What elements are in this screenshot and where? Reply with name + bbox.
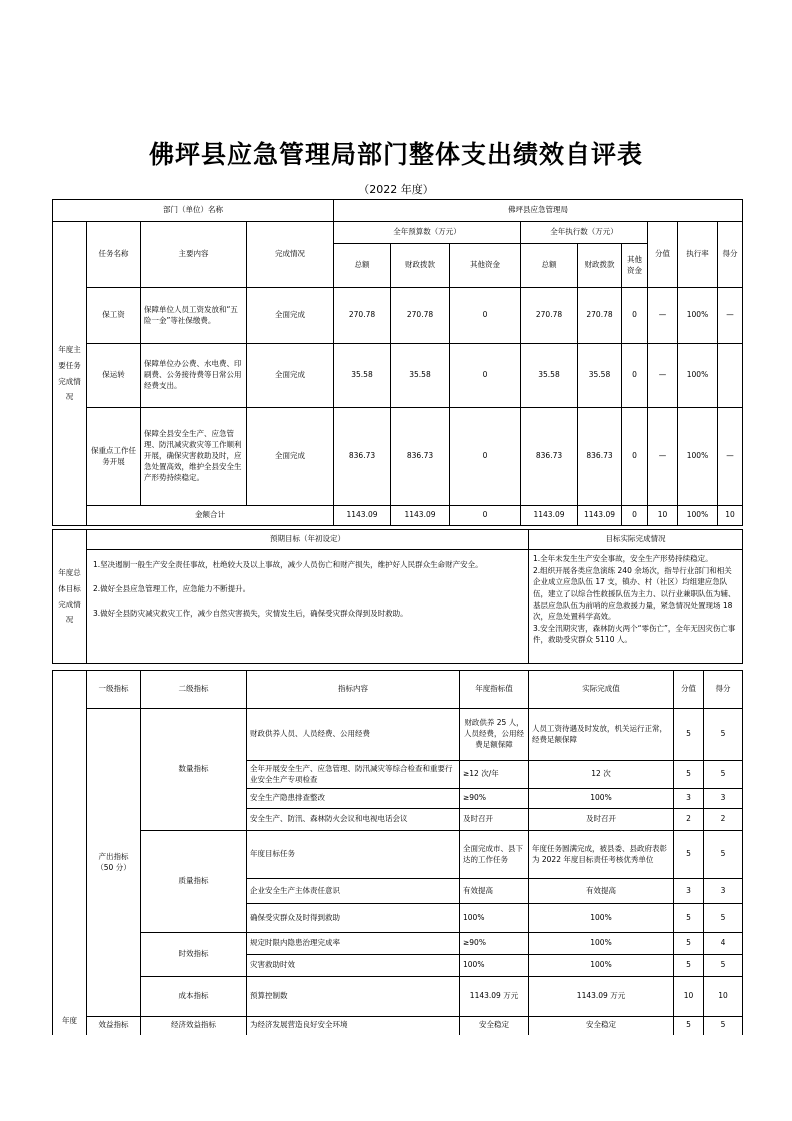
- task-other: 0: [450, 408, 521, 506]
- output-label: 产出指标: [98, 851, 129, 861]
- sum-other: 0: [450, 506, 521, 526]
- indicator-actual: 12 次: [529, 761, 674, 789]
- task-exec-fiscal: 270.78: [578, 288, 622, 344]
- indicator-actual: 1143.09 万元: [529, 977, 674, 1017]
- indicator-target: 有效提高: [460, 879, 529, 904]
- indicator-score: 3: [704, 789, 743, 809]
- col-target: 年度指标值: [460, 671, 529, 709]
- col-fiscal: 财政拨款: [391, 244, 450, 288]
- indicator-score: 5: [704, 904, 743, 933]
- indicator-content: 安全生产隐患排查整改: [247, 789, 460, 809]
- task-rate: 100%: [678, 408, 718, 506]
- actual-goals: [529, 550, 743, 664]
- group-cost: 成本指标: [141, 977, 247, 1017]
- benefit-indicator: 效益指标: [87, 1017, 141, 1035]
- col-score: 得分: [718, 222, 743, 288]
- indicator-target: ≥90%: [460, 789, 529, 809]
- table-row: [53, 288, 743, 344]
- indicator-actual: 100%: [529, 904, 674, 933]
- task-fiscal: 270.78: [391, 288, 450, 344]
- expected-header: 预期目标（年初设定）: [87, 530, 529, 550]
- indicator-weight: 3: [674, 789, 704, 809]
- goal-table: [52, 529, 743, 664]
- indicator-score: 4: [704, 933, 743, 955]
- sum-weight: 10: [648, 506, 678, 526]
- table-row: [53, 831, 743, 879]
- task-exec-total: 35.58: [521, 344, 578, 408]
- indicator-actual: 年度任务圆满完成，被县委、县政府表彰为 2022 年度目标责任考核优秀单位: [529, 831, 674, 879]
- indicator-content: 企业安全生产主体责任意识: [247, 879, 460, 904]
- task-name: 保重点工作任务开展: [87, 408, 141, 506]
- actual-header: 目标实际完成情况: [529, 530, 743, 550]
- indicator-score: 5: [704, 955, 743, 977]
- sum-exec-other: 0: [622, 506, 648, 526]
- page-title: 佛坪县应急管理局部门整体支出绩效自评表: [148, 140, 643, 169]
- table-row: [53, 977, 743, 1017]
- col-exec-group: 全年执行数（万元）: [521, 222, 648, 244]
- indicator-weight: 5: [674, 955, 704, 977]
- indicator-score: 5: [704, 1017, 743, 1035]
- actual-goal-item: 2.组织开展各类应急演练 240 余场次，指导行业部门和相关企业成立应急队伍 17 支，镇办、村（社区）均组建应急队伍，建立了以综合性救援队伍为主力、以行业兼职队伍为辅、基层应急队伍为前哨的应急救援力量，紧急情况处置现场 18 次，应急处置科学高效。: [533, 565, 736, 622]
- indicator-score: 10: [704, 977, 743, 1017]
- output-score: （50 分）: [96, 862, 131, 872]
- task-exec-fiscal: 836.73: [578, 408, 622, 506]
- table-row: [53, 933, 743, 955]
- col-total: 总额: [334, 244, 391, 288]
- indicator-score: 5: [704, 709, 743, 761]
- task-exec-other: 0: [622, 344, 648, 408]
- indicator-weight: 10: [674, 977, 704, 1017]
- benefit-economic: 经济效益指标: [141, 1017, 247, 1035]
- task-other: 0: [450, 344, 521, 408]
- table-row: [53, 408, 743, 506]
- task-score: —: [718, 408, 743, 506]
- indicator-table: [52, 670, 743, 1035]
- col-weight: 分值: [674, 671, 704, 709]
- col-content: 指标内容: [247, 671, 460, 709]
- task-content: 保障全县安全生产、应急管理、防汛减灾救灾等工作顺利开展，确保灾害救助及时，应急处置高效，维护全县安全生产形势持续稳定。: [141, 408, 247, 506]
- goal-side-label: 年度总体目标完成情况: [53, 530, 87, 664]
- indicator-target: 全面完成市、县下达的工作任务: [460, 831, 529, 879]
- indicator-weight: 3: [674, 879, 704, 904]
- col-other: 其他资金: [450, 244, 521, 288]
- task-name: 保运转: [87, 344, 141, 408]
- sum-total: 1143.09: [334, 506, 391, 526]
- indicator-target: ≥90%: [460, 933, 529, 955]
- task-completion: 全面完成: [247, 408, 334, 506]
- indicator-actual: 100%: [529, 789, 674, 809]
- col-score: 得分: [704, 671, 743, 709]
- actual-goal-item: 3.安全汛期灾害，森林防火两个“零伤亡”，全年无因灾伤亡事件，救助受灾群众 5110 人。: [533, 623, 736, 645]
- indicator-weight: 5: [674, 761, 704, 789]
- task-rate: 100%: [678, 344, 718, 408]
- sum-row: [53, 506, 743, 526]
- task-exec-fiscal: 35.58: [578, 344, 622, 408]
- task-score: [718, 344, 743, 408]
- indicator-content: 全年开展安全生产、应急管理、防汛减灾等综合检查和重要行业安全生产专项检查: [247, 761, 460, 789]
- task-side-label: 年度主要任务完成情况: [53, 222, 87, 526]
- indicator-side-label: 年度: [53, 671, 87, 1035]
- output-indicator: [87, 709, 141, 1017]
- sum-label: 金额合计: [87, 506, 334, 526]
- sum-score: 10: [718, 506, 743, 526]
- sum-exec-fiscal: 1143.09: [578, 506, 622, 526]
- indicator-target: 及时召开: [460, 809, 529, 831]
- indicator-weight: 5: [674, 831, 704, 879]
- indicator-content: 预算控制数: [247, 977, 460, 1017]
- expected-goal-item: 2.做好全县应急管理工作，应急能力不断提升。: [93, 584, 251, 594]
- indicator-actual: 有效提高: [529, 879, 674, 904]
- col-completion: 完成情况: [247, 222, 334, 288]
- sum-fiscal: 1143.09: [391, 506, 450, 526]
- task-content: 保障单位人员工资发放和“五险一金”等社保缴费。: [141, 288, 247, 344]
- task-score: —: [718, 288, 743, 344]
- page-subtitle: （2022 年度）: [358, 183, 434, 196]
- indicator-weight: 5: [674, 933, 704, 955]
- expected-goal-item: 3.做好全县防灾减灾救灾工作，减少自然灾害损失，灾情发生后，确保受灾群众得到及时救助。: [93, 608, 408, 618]
- task-rate: 100%: [678, 288, 718, 344]
- task-content: 保障单位办公费、水电费、印刷费、公务接待费等日常公用经费支出。: [141, 344, 247, 408]
- indicator-actual: 安全稳定: [529, 1017, 674, 1035]
- group-quality: 质量指标: [141, 831, 247, 933]
- indicator-target: 100%: [460, 955, 529, 977]
- dept-label: 部门（单位）名称: [53, 200, 334, 222]
- expected-goal-item: 1.坚决遏制一般生产安全责任事故，杜绝较大及以上事故，减少人员伤亡和财产损失，维护好人民群众生命财产安全。: [93, 560, 483, 569]
- task-weight: —: [648, 344, 678, 408]
- task-completion: 全面完成: [247, 288, 334, 344]
- indicator-content: 财政供养人员、人员经费、公用经费: [247, 709, 460, 761]
- task-table: [52, 199, 743, 526]
- indicator-actual: 100%: [529, 933, 674, 955]
- indicator-content: 年度目标任务: [247, 831, 460, 879]
- table-row: [53, 1017, 743, 1035]
- indicator-content: 灾害救助时效: [247, 955, 460, 977]
- indicator-actual: 100%: [529, 955, 674, 977]
- task-name: 保工资: [87, 288, 141, 344]
- group-quantity: 数量指标: [141, 709, 247, 831]
- task-fiscal: 836.73: [391, 408, 450, 506]
- col-l2: 二级指标: [141, 671, 247, 709]
- task-other: 0: [450, 288, 521, 344]
- task-exec-total: 270.78: [521, 288, 578, 344]
- indicator-weight: 5: [674, 1017, 704, 1035]
- task-total: 270.78: [334, 288, 391, 344]
- sum-exec-total: 1143.09: [521, 506, 578, 526]
- table-row: [53, 709, 743, 761]
- indicator-weight: 2: [674, 809, 704, 831]
- col-score-weight: 分值: [648, 222, 678, 288]
- indicator-actual: 及时召开: [529, 809, 674, 831]
- col-budget-group: 全年预算数（万元）: [334, 222, 521, 244]
- col-exec-rate: 执行率: [678, 222, 718, 288]
- task-weight: —: [648, 408, 678, 506]
- indicator-content: 规定时限内隐患治理完成率: [247, 933, 460, 955]
- col-l1: 一级指标: [87, 671, 141, 709]
- col-exec-total: 总额: [521, 244, 578, 288]
- indicator-score: 2: [704, 809, 743, 831]
- col-exec-fiscal: 财政拨款: [578, 244, 622, 288]
- indicator-content: 确保受灾群众及时得到救助: [247, 904, 460, 933]
- task-weight: —: [648, 288, 678, 344]
- group-timeliness: 时效指标: [141, 933, 247, 977]
- actual-goal-item: 1.全年未发生生产安全事故，安全生产形势持续稳定。: [533, 554, 713, 563]
- indicator-score: 5: [704, 831, 743, 879]
- task-total: 35.58: [334, 344, 391, 408]
- col-exec-other: 其他资金: [622, 244, 648, 288]
- task-exec-other: 0: [622, 288, 648, 344]
- task-exec-total: 836.73: [521, 408, 578, 506]
- table-row: [53, 344, 743, 408]
- col-task-name: 任务名称: [87, 222, 141, 288]
- dept-value: 佛坪县应急管理局: [334, 200, 743, 222]
- col-main-content: 主要内容: [141, 222, 247, 288]
- indicator-weight: 5: [674, 904, 704, 933]
- sum-rate: 100%: [678, 506, 718, 526]
- expected-goals: [87, 550, 529, 664]
- indicator-target: 财政供养 25 人，人员经费，公用经费足额保障: [460, 709, 529, 761]
- indicator-target: 安全稳定: [460, 1017, 529, 1035]
- task-total: 836.73: [334, 408, 391, 506]
- indicator-score: 5: [704, 761, 743, 789]
- indicator-content: 为经济发展营造良好安全环境: [247, 1017, 460, 1035]
- col-actual: 实际完成值: [529, 671, 674, 709]
- indicator-weight: 5: [674, 709, 704, 761]
- indicator-target: 1143.09 万元: [460, 977, 529, 1017]
- indicator-target: 100%: [460, 904, 529, 933]
- task-exec-other: 0: [622, 408, 648, 506]
- indicator-score: 3: [704, 879, 743, 904]
- indicator-content: 安全生产、防汛、森林防火会议和电视电话会议: [247, 809, 460, 831]
- task-fiscal: 35.58: [391, 344, 450, 408]
- task-completion: 全面完成: [247, 344, 334, 408]
- indicator-target: ≥12 次/年: [460, 761, 529, 789]
- indicator-actual: 人员工资待遇及时发放，机关运行正常，经费足额保障: [529, 709, 674, 761]
